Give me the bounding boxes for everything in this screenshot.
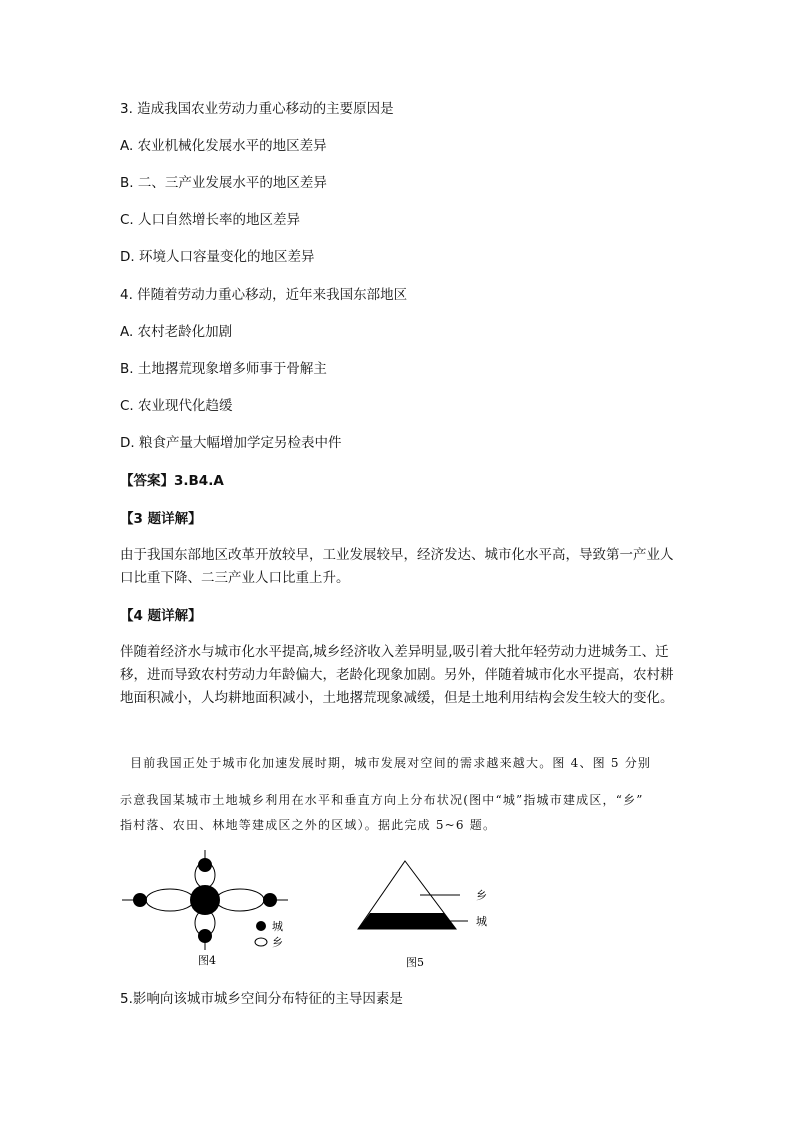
q4-option-a: A. 农村老龄化加剧 — [120, 324, 233, 340]
figure-5 — [350, 855, 500, 970]
q4-detail-heading: 【4 题详解】 — [120, 608, 202, 624]
q5-stem: 5.影响向该城市城乡空间分布特征的主导因素是 — [120, 991, 403, 1007]
fig4-city-south — [198, 929, 212, 943]
q4-option-b: B. 土地撂荒现象增多师事于骨解主 — [120, 361, 327, 377]
fig4-legend-city-label: 城 — [272, 920, 283, 933]
q3-option-c: C. 人口自然增长率的地区差异 — [120, 212, 301, 228]
answer-line: 【答案】3.B4.A — [120, 473, 224, 489]
material-line-3: 指村落、农田、林地等建成区之外的区域）。据此完成 5~6 题。 — [120, 818, 497, 832]
q3-detail-heading: 【3 题详解】 — [120, 511, 202, 527]
fig5-city-band — [358, 913, 456, 929]
fig5-rural-label: 乡 — [476, 889, 487, 902]
material-line-2: 示意我国某城市土地城乡利用在水平和垂直方向上分布状况(图中“城”指城市建成区，“乡” — [120, 793, 644, 807]
q4-detail-text: 伴随着经济水与城市化水平提高,城乡经济收入差异明显,吸引着大批年轻劳动力进城务工、迁移，进而导致农村劳动力年龄偏大，老龄化现象加剧。另外，伴随着城市化水平提高，农村耕地面积减小，人均耕地面积减小，土地撂荒现象减缓，但是土地利用结构会发生较大的变化。 — [120, 644, 674, 706]
fig5-caption: 图5 — [406, 956, 424, 969]
figure-4 — [118, 850, 318, 970]
fig4-legend-rural-symbol — [255, 938, 267, 946]
q3-option-a: A. 农业机械化发展水平的地区差异 — [120, 138, 327, 154]
fig4-rural-west — [146, 889, 194, 911]
fig5-city-label: 城 — [476, 915, 487, 928]
material-line-1: 目前我国正处于城市化加速发展时期，城市发展对空间的需求越来越大。图 4、图 5 分别 — [130, 756, 652, 770]
fig4-city-north — [198, 858, 212, 872]
q4-option-d: D. 粮食产量大幅增加学定另检表中件 — [120, 435, 342, 451]
fig4-caption: 图4 — [198, 954, 216, 967]
q3-detail-text: 由于我国东部地区改革开放较早，工业发展较早，经济发达、城市化水平高，导致第一产业人口比重下降、二三产业人口比重上升。 — [120, 547, 674, 586]
fig4-legend-city-symbol — [256, 921, 266, 931]
q3-option-d: D. 环境人口容量变化的地区差异 — [120, 249, 315, 265]
fig4-city-center — [190, 885, 220, 915]
fig4-rural-east — [216, 889, 264, 911]
q3-stem: 3. 造成我国农业劳动力重心移动的主要原因是 — [120, 101, 394, 117]
q4-stem: 4. 伴随着劳动力重心移动，近年来我国东部地区 — [120, 287, 408, 303]
fig4-city-east — [263, 893, 277, 907]
q4-option-c: C. 农业现代化趋缓 — [120, 398, 233, 414]
fig4-legend-rural-label: 乡 — [272, 936, 283, 949]
q3-option-b: B. 二、三产业发展水平的地区差异 — [120, 175, 327, 191]
fig4-city-west — [133, 893, 147, 907]
